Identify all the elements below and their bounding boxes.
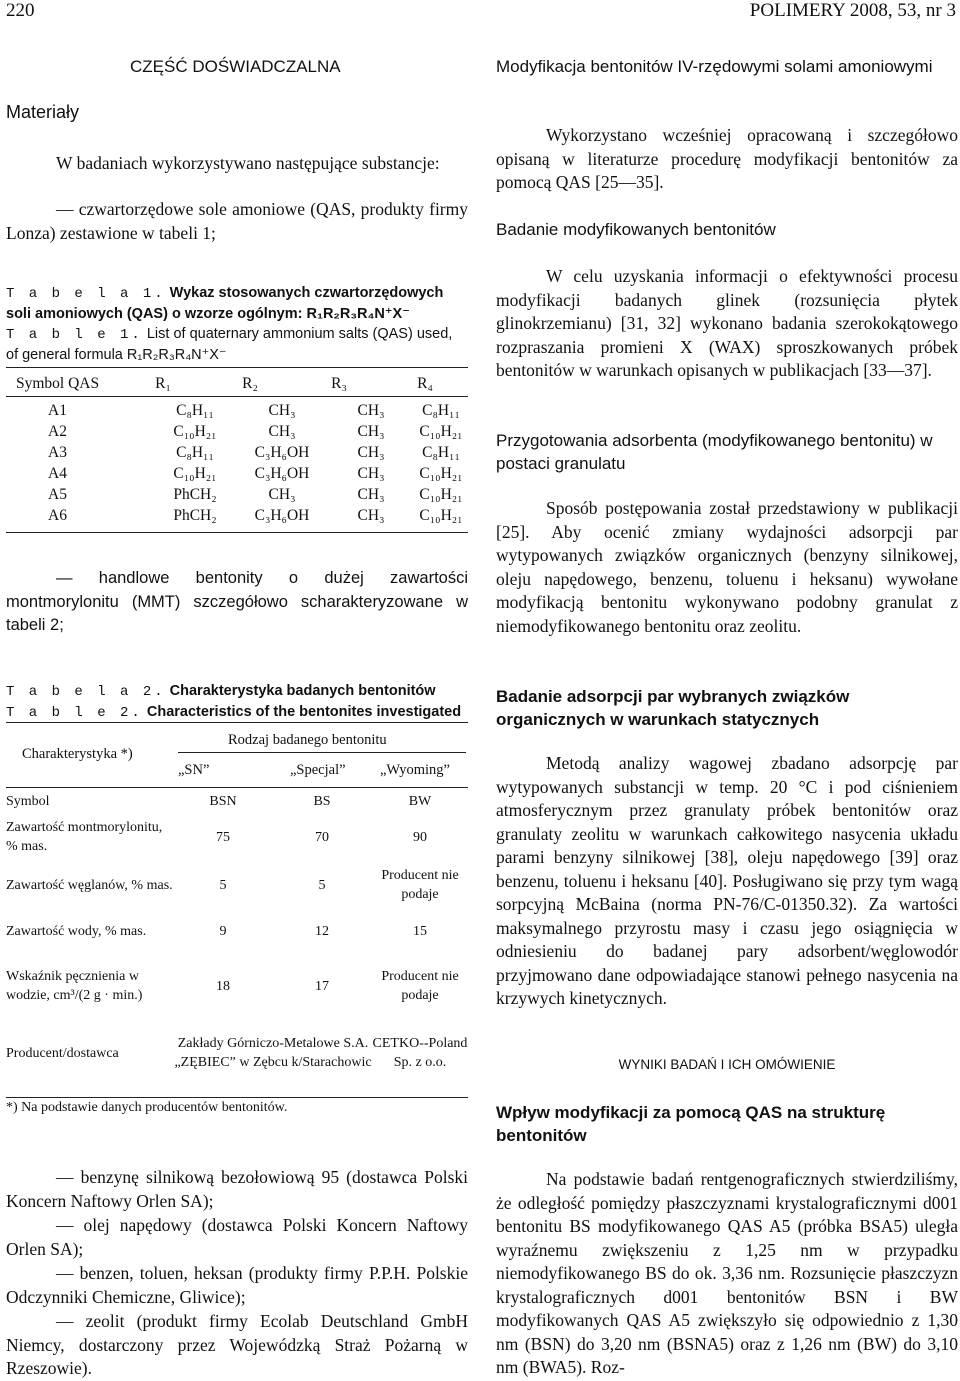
t2-cell: Producent nie podaje bbox=[381, 969, 459, 1003]
t1-cell: C₁₀H₂₁ bbox=[419, 422, 463, 440]
t1-cell: A6 bbox=[48, 506, 67, 524]
table2-footnote: *) Na podstawie danych producentów bentonitów. bbox=[6, 1100, 288, 1115]
table-row bbox=[6, 484, 468, 505]
table2 bbox=[6, 790, 468, 1088]
t1-cell: CH₃ bbox=[357, 506, 385, 524]
table-row bbox=[6, 1018, 468, 1088]
table2-caption-pl: Charakterystyka badanych bentonitów bbox=[169, 683, 436, 699]
t2-col-group: Rodzaj badanego bentonitu bbox=[228, 732, 387, 748]
t1-cell: CH₃ bbox=[357, 401, 385, 419]
t1-cell: CH₃ bbox=[357, 485, 385, 503]
t1-cell: CH₃ bbox=[357, 464, 385, 482]
t2-col-char: Charakterystyka *) bbox=[22, 746, 133, 762]
materials-heading: Materiały bbox=[6, 102, 80, 122]
t2-cell: 12 bbox=[315, 923, 329, 939]
table-row bbox=[6, 954, 468, 1018]
t1-cell: CH₃ bbox=[357, 443, 385, 461]
t2-cell: 5 bbox=[219, 877, 227, 893]
table1-label-pl: T a b e l a 1. bbox=[6, 286, 166, 302]
t2-label: Symbol bbox=[6, 793, 50, 809]
t2-cell: Producent nie podaje bbox=[381, 868, 459, 902]
t2-type-wyoming: „Wyoming” bbox=[380, 762, 450, 778]
ads-heading: Badanie adsorpcji par wybranych związków organicznych w warunkach statycznych bbox=[496, 687, 850, 729]
t2-cell: 75 bbox=[216, 829, 230, 845]
mod-text: Wykorzystano wcześniej opracowaną i szczegółowo opisaną w literaturze procedurę modyfikacji bentonitów za pomocą QAS [25—35]. bbox=[496, 125, 958, 192]
t1-cell: C₁₀H₂₁ bbox=[419, 464, 463, 482]
table2-label-en: T a b l e 2. bbox=[6, 705, 143, 721]
t2-cell: 18 bbox=[216, 978, 230, 994]
table-row bbox=[6, 790, 468, 812]
t1-cell: C₁₀H₂₁ bbox=[419, 506, 463, 524]
t2-label: Zawartość węglanów, % mas. bbox=[6, 877, 173, 893]
prep-text: Sposób postępowania został przedstawiony w publikacji [25]. Aby ocenić zmiany wydajności adsorpcji par wytypowanych związków organicznych (benzyny silnikowej, oleju napędowego, benzenu, toluenu i heksanu) wywołane modyfikacją bentonitu wykonywano podobny granulat z niemodyfikowanego bentonitu oraz zeolitu. bbox=[496, 498, 958, 636]
results-heading: WYNIKI BADAŃ I ICH OMÓWIENIE bbox=[618, 1057, 836, 1072]
t1-cell: CH₃ bbox=[357, 422, 385, 440]
t2-cell: 17 bbox=[315, 978, 329, 994]
t2-type-sn: „SN” bbox=[178, 762, 210, 778]
table-row bbox=[6, 862, 468, 908]
section-title: CZĘŚĆ DOŚWIADCZALNA bbox=[130, 57, 341, 76]
influence-text: Na podstawie badań rentgenograficznych stwierdziliśmy, że odległość pomiędzy płaszczyznami krystalograficznymi d001 bentonitu BS modyfikowanego QAS A5 (próbka BSA5) uległa wyraźnemu zwiększeniu z 1,25 nm w przypadku niemodyfikowanego BS do ok. 3,36 nm. Rozsunięcie płaszczyzn krystalograficznych d001 bentonitów BSN i BW modyfikowanych QAS A5 zwiększyło się odpowiednio z 1,30 nm (BSN) do 3,20 nm (BSNA5) oraz z 1,26 nm (BW) do 3,10 nm (BWA5). Roz- bbox=[496, 1169, 958, 1377]
t1-cell: PhCH₂ bbox=[173, 506, 217, 524]
table1-caption-en: List of quaternary ammonium salts (QAS) used, of general formula R₁R₂R₃R₄N⁺X⁻ bbox=[6, 326, 453, 363]
t2-cell: 5 bbox=[318, 877, 326, 893]
ads-text: Metodą analizy wagowej zbadano adsorpcję par wytypowanych substancji w temp. 20 °C i pod ciśnieniem atmosferycznym przez granulaty próbek bentonitów oraz granulaty zeolitu w warunkach całkowitego nasycenia układu parami benzyny silnikowej [38], oleju napędowego [39] oraz benzenu, toluenu i heksanu [40]. Posługiwano się przy tym wagą sorpcyjną McBaina (norma PN-76/C-01350.32). Za wartości maksymalnego przyrostu masy i czasu jego osiągnięcia w odniesieniu do badanej pary adsorbent/węglowodór przyjmowano dane odpowiadające stanowi pełnego nasycenia na krzywych kinetycznych. bbox=[496, 753, 958, 1008]
table1 bbox=[6, 372, 468, 396]
item-oil: — olej napędowy (dostawca Polski Koncern Naftowy Orlen SA); bbox=[6, 1215, 468, 1259]
influence-heading: Wpływ modyfikacji za pomocą QAS na strukturę bentonitów bbox=[496, 1103, 886, 1145]
table-row bbox=[6, 421, 468, 442]
t1-cell: C₈H₁₁ bbox=[176, 443, 214, 461]
t2-cell: CETKO--Poland Sp. z o.o. bbox=[372, 1036, 468, 1070]
item-benzine: — benzynę silnikową bezołowiową 95 (dostawca Polski Koncern Naftowy Orlen SA); bbox=[6, 1167, 468, 1211]
t1-header: R₂ bbox=[242, 375, 258, 392]
t1-cell: C₃H₆OH bbox=[254, 443, 310, 461]
table-row bbox=[6, 442, 468, 463]
table-row bbox=[6, 463, 468, 484]
t2-type-specjal: „Specjal” bbox=[290, 762, 346, 778]
item-qas: — czwartorzędowe sole amoniowe (QAS, produkty firmy Lonza) zestawione w tabeli 1; bbox=[6, 199, 468, 243]
table2-label-pl: T a b e l a 2. bbox=[6, 684, 166, 700]
table2-caption-en: Characteristics of the bentonites investigated bbox=[146, 704, 462, 720]
t1-cell: A1 bbox=[48, 401, 67, 419]
t2-label: Producent/dostawca bbox=[6, 1045, 119, 1061]
t2-label: Zawartość montmorylonitu, % mas. bbox=[6, 820, 163, 854]
t1-cell: C₃H₆OH bbox=[254, 464, 310, 482]
materials-intro: W badaniach wykorzystywano następujące substancje: bbox=[56, 153, 440, 173]
t1-cell: A5 bbox=[48, 485, 67, 503]
table-row bbox=[6, 812, 468, 862]
t1-header: R₄ bbox=[417, 375, 433, 392]
t2-cell: 90 bbox=[413, 829, 427, 845]
item-benzene: — benzen, toluen, heksan (produkty firmy P.P.H. Polskie Odczynniki Chemiczne, Gliwice); bbox=[6, 1263, 468, 1307]
table-row bbox=[6, 908, 468, 954]
t1-cell: A2 bbox=[48, 422, 67, 440]
journal-title: POLIMERY 2008, 53, nr 3 bbox=[749, 0, 956, 21]
t1-cell: C₈H₁₁ bbox=[422, 443, 460, 461]
table1-caption bbox=[6, 283, 468, 365]
t1-cell: C₈H₁₁ bbox=[422, 401, 460, 419]
t1-cell: C₃H₆OH bbox=[254, 506, 310, 524]
t2-label: Zawartość wody, % mas. bbox=[6, 923, 147, 939]
t2-cell: BS bbox=[313, 793, 331, 809]
t1-cell: A3 bbox=[48, 443, 67, 461]
table1-label-en: T a b l e 1. bbox=[6, 327, 143, 343]
mod-heading: Modyfikacja bentonitów IV-rzędowymi solami amoniowymi bbox=[496, 57, 933, 76]
study-heading: Badanie modyfikowanych bentonitów bbox=[496, 220, 776, 239]
t2-cell: BSN bbox=[209, 793, 237, 809]
table1-body bbox=[6, 400, 468, 526]
t2-cell: Zakłady Górniczo-Metalowe S.A. „ZĘBIEC” w Zębcu k/Starachowic bbox=[174, 1036, 372, 1070]
t2-label: Wskaźnik pęcznienia w wodzie, cm³/(2 g · min.) bbox=[6, 969, 143, 1003]
study-text: W celu uzyskania informacji o efektywności procesu modyfikacji badanych glinek (rozsunięcia płytek glinokrzemianu) [31, 32] wykonano badania szerokokątowego rozpraszania promieni X (WAX) sproszkowanych próbek bentonitów w warunkach opisanych w publikacjach [33—37]. bbox=[496, 266, 958, 380]
table-row bbox=[6, 505, 468, 526]
t1-cell: CH₃ bbox=[268, 401, 296, 419]
t1-cell: C₈H₁₁ bbox=[176, 401, 214, 419]
t2-cell: 15 bbox=[413, 923, 427, 939]
t1-cell: C₁₀H₂₁ bbox=[173, 422, 217, 440]
item-mmt: — handlowe bentonity o dużej zawartości montmorylonitu (MMT) szczegółowo scharakteryzowane w tabeli 2; bbox=[6, 569, 468, 634]
t1-header: R₁ bbox=[155, 375, 171, 392]
t1-header: Symbol QAS bbox=[16, 375, 100, 392]
t1-header: R₃ bbox=[331, 375, 347, 392]
page-number: 220 bbox=[6, 0, 35, 21]
t1-cell: C₁₀H₂₁ bbox=[419, 485, 463, 503]
t1-cell: PhCH₂ bbox=[173, 485, 217, 503]
table1-caption-pl: Wykaz stosowanych czwartorzędowych soli amoniowych (QAS) o wzorze ogólnym: R₁R₂R₃R₄N⁺X⁻ bbox=[6, 285, 444, 322]
prep-heading: Przygotowania adsorbenta (modyfikowanego bentonitu) w postaci granulatu bbox=[496, 431, 933, 473]
item-zeolite: — zeolit (produkt firmy Ecolab Deutschland GmbH Niemcy, dostarczony przez Wojewódzką Straż Pożarną w Rzeszowie). bbox=[6, 1311, 468, 1378]
t1-cell: CH₃ bbox=[268, 485, 296, 503]
t1-cell: C₁₀H₂₁ bbox=[173, 464, 217, 482]
table-row bbox=[6, 400, 468, 421]
t2-cell: BW bbox=[408, 793, 432, 809]
t1-cell: A4 bbox=[48, 464, 67, 482]
table2-caption bbox=[6, 681, 468, 723]
t2-cell: 9 bbox=[219, 923, 227, 939]
t2-cell: 70 bbox=[315, 829, 329, 845]
t1-cell: CH₃ bbox=[268, 422, 296, 440]
